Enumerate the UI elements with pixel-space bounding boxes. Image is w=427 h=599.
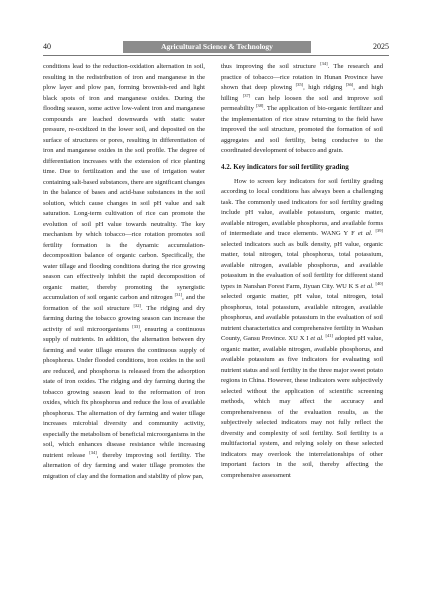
journal-title: Agricultural Science & Technology [123, 41, 311, 53]
citation: [39] [375, 227, 383, 233]
left-column [43, 62, 205, 570]
right-column [221, 62, 383, 570]
running-header [43, 41, 389, 55]
section-heading: 4.2. Key indicators for soil fertility grading [221, 162, 349, 171]
header-year: 2025 [373, 42, 389, 51]
citation: [34] [89, 449, 97, 455]
citation: [37] [242, 92, 251, 98]
right-paragraph-1: thus improving the soil structure [34]. The research and practice of tobacco—rice rotation in Hunan Province have shown that deep plowing [35], high ridging [36], and high hilling [37] can help loosen the soil and improve soil permeability [38]. The application of bio-organic fertilizer and the implementation of rice straw returning to the field have improved the soil structure, promoted the formation of soil aggregates and soil fertility, being conducive to the coordinated development of tobacco and grain. [221, 62, 383, 154]
citation: [33] [132, 323, 140, 329]
citation: [36] [345, 81, 354, 87]
citation: [41] [325, 332, 334, 338]
left-paragraph: conditions lead to the reduction-oxidation alternation in soil, resulting in the redistribution of iron and manganese in the plow layer and plow pan, forming brownish-red and light black spots of iron and manganese oxides. During the flooding season, some active low-valent iron and manganese compounds are leached downwards with static water pressure, re-oxidized in the lower soil, and deposited on the surface of structures or pores, resulting in differentiation of iron and manganese oxides in the soil profile. The degree of differentiation increases with the extension of rice planting time. Due to fertilization and the use of irrigation water containing salt-based substances, there are significant changes in the balance of bases and acid-base substances in the soil solution, which cause changes in soil pH value and salt saturation. Long-term cultivation of rice can promote the evolution of soil pH value towards neutrality. The key mechanism by which tobacco—rice rotation promotes soil fertility formation is the dynamic accumulation-decomposition balance of organic carbon. Specifically, the water tillage and flooding conditions during the rice growing season can effectively inhibit the rapid decomposition of organic matter, thereby promoting the synergistic accumulation of soil organic carbon and nitrogen [31], and the formation of the soil structure [32]. The ridging and dry farming during the tobacco growing season can increase the activity of soil microorganisms [33], ensuring a continuous supply of nutrients. In addition, the alternation between dry farming and water tillage ensures the continuous supply of phosphorus. Under flooded conditions, iron oxides in the soil are reduced, and phosphorus is released from the adsorption state of iron oxides. The ridging and dry farming during the tobacco growing season lead to the reformation of iron oxides, which fix phosphorus and reduce the loss of available phosphorus. The alternation of dry farming and water tillage increases microbial diversity and community activity, especially the metabolism of beneficial microorganisms in the soil, which enhances disease resistance while increasing nutrient release [34], thereby improving soil fertility. The alternation of dry farming and water tillage promotes the migration of clay and the formation and stability of plow pan, [43, 63, 205, 480]
citation: [32] [133, 302, 142, 308]
header-rule [43, 55, 389, 56]
citation: [35] [295, 81, 304, 87]
page-number: 40 [43, 42, 51, 51]
citation: [34] [320, 62, 328, 66]
right-paragraph-2: How to screen key indicators for soil fertility grading according to local conditions has always been a challenging task. The commonly used indicators for soil fertility grading include pH value, available potassium, organic matter, available nitrogen, available phosphorus, and available forms of intermediate and trace elements. WANG Y F et al. [39] selected indicators such as bulk density, pH value, organic matter, total nitrogen, total phosphorus, total potassium, available nitrogen, available phosphorus, and available potassium in the evaluation of soil fertility for different stand types in Nanshan Forest Farm, Jiyuan City. WU K S et al. [40] selected organic matter, pH value, total nitrogen, total phosphorus, total potassium, available nitrogen, available phosphorus, and available potassium in the evaluation of soil nutrient characteristics and comprehensive fertility in Wushan County, Gansu Province. XU X I et al. [41] adopted pH value, organic matter, available nitrogen, available phosphorus, and available potassium as five indicators for evaluating soil nutrient status and soil fertility in the three major sweet potato regions in China. However, these indicators were subjectively selected without the application of scientific screening methods, which may affect the accuracy and comprehensiveness of the evaluation results, as the subjectively selected indicators may not fully reflect the diversity and complexity of soil fertility. Soil fertility is a multifactorial system, and relying solely on these selected indicators may overlook the interrelationships of other important factors in the soil, thereby affecting the comprehensive assessment [221, 177, 383, 479]
citation: [40] [375, 280, 383, 286]
citation: [31] [174, 291, 183, 297]
citation: [38] [255, 102, 264, 108]
